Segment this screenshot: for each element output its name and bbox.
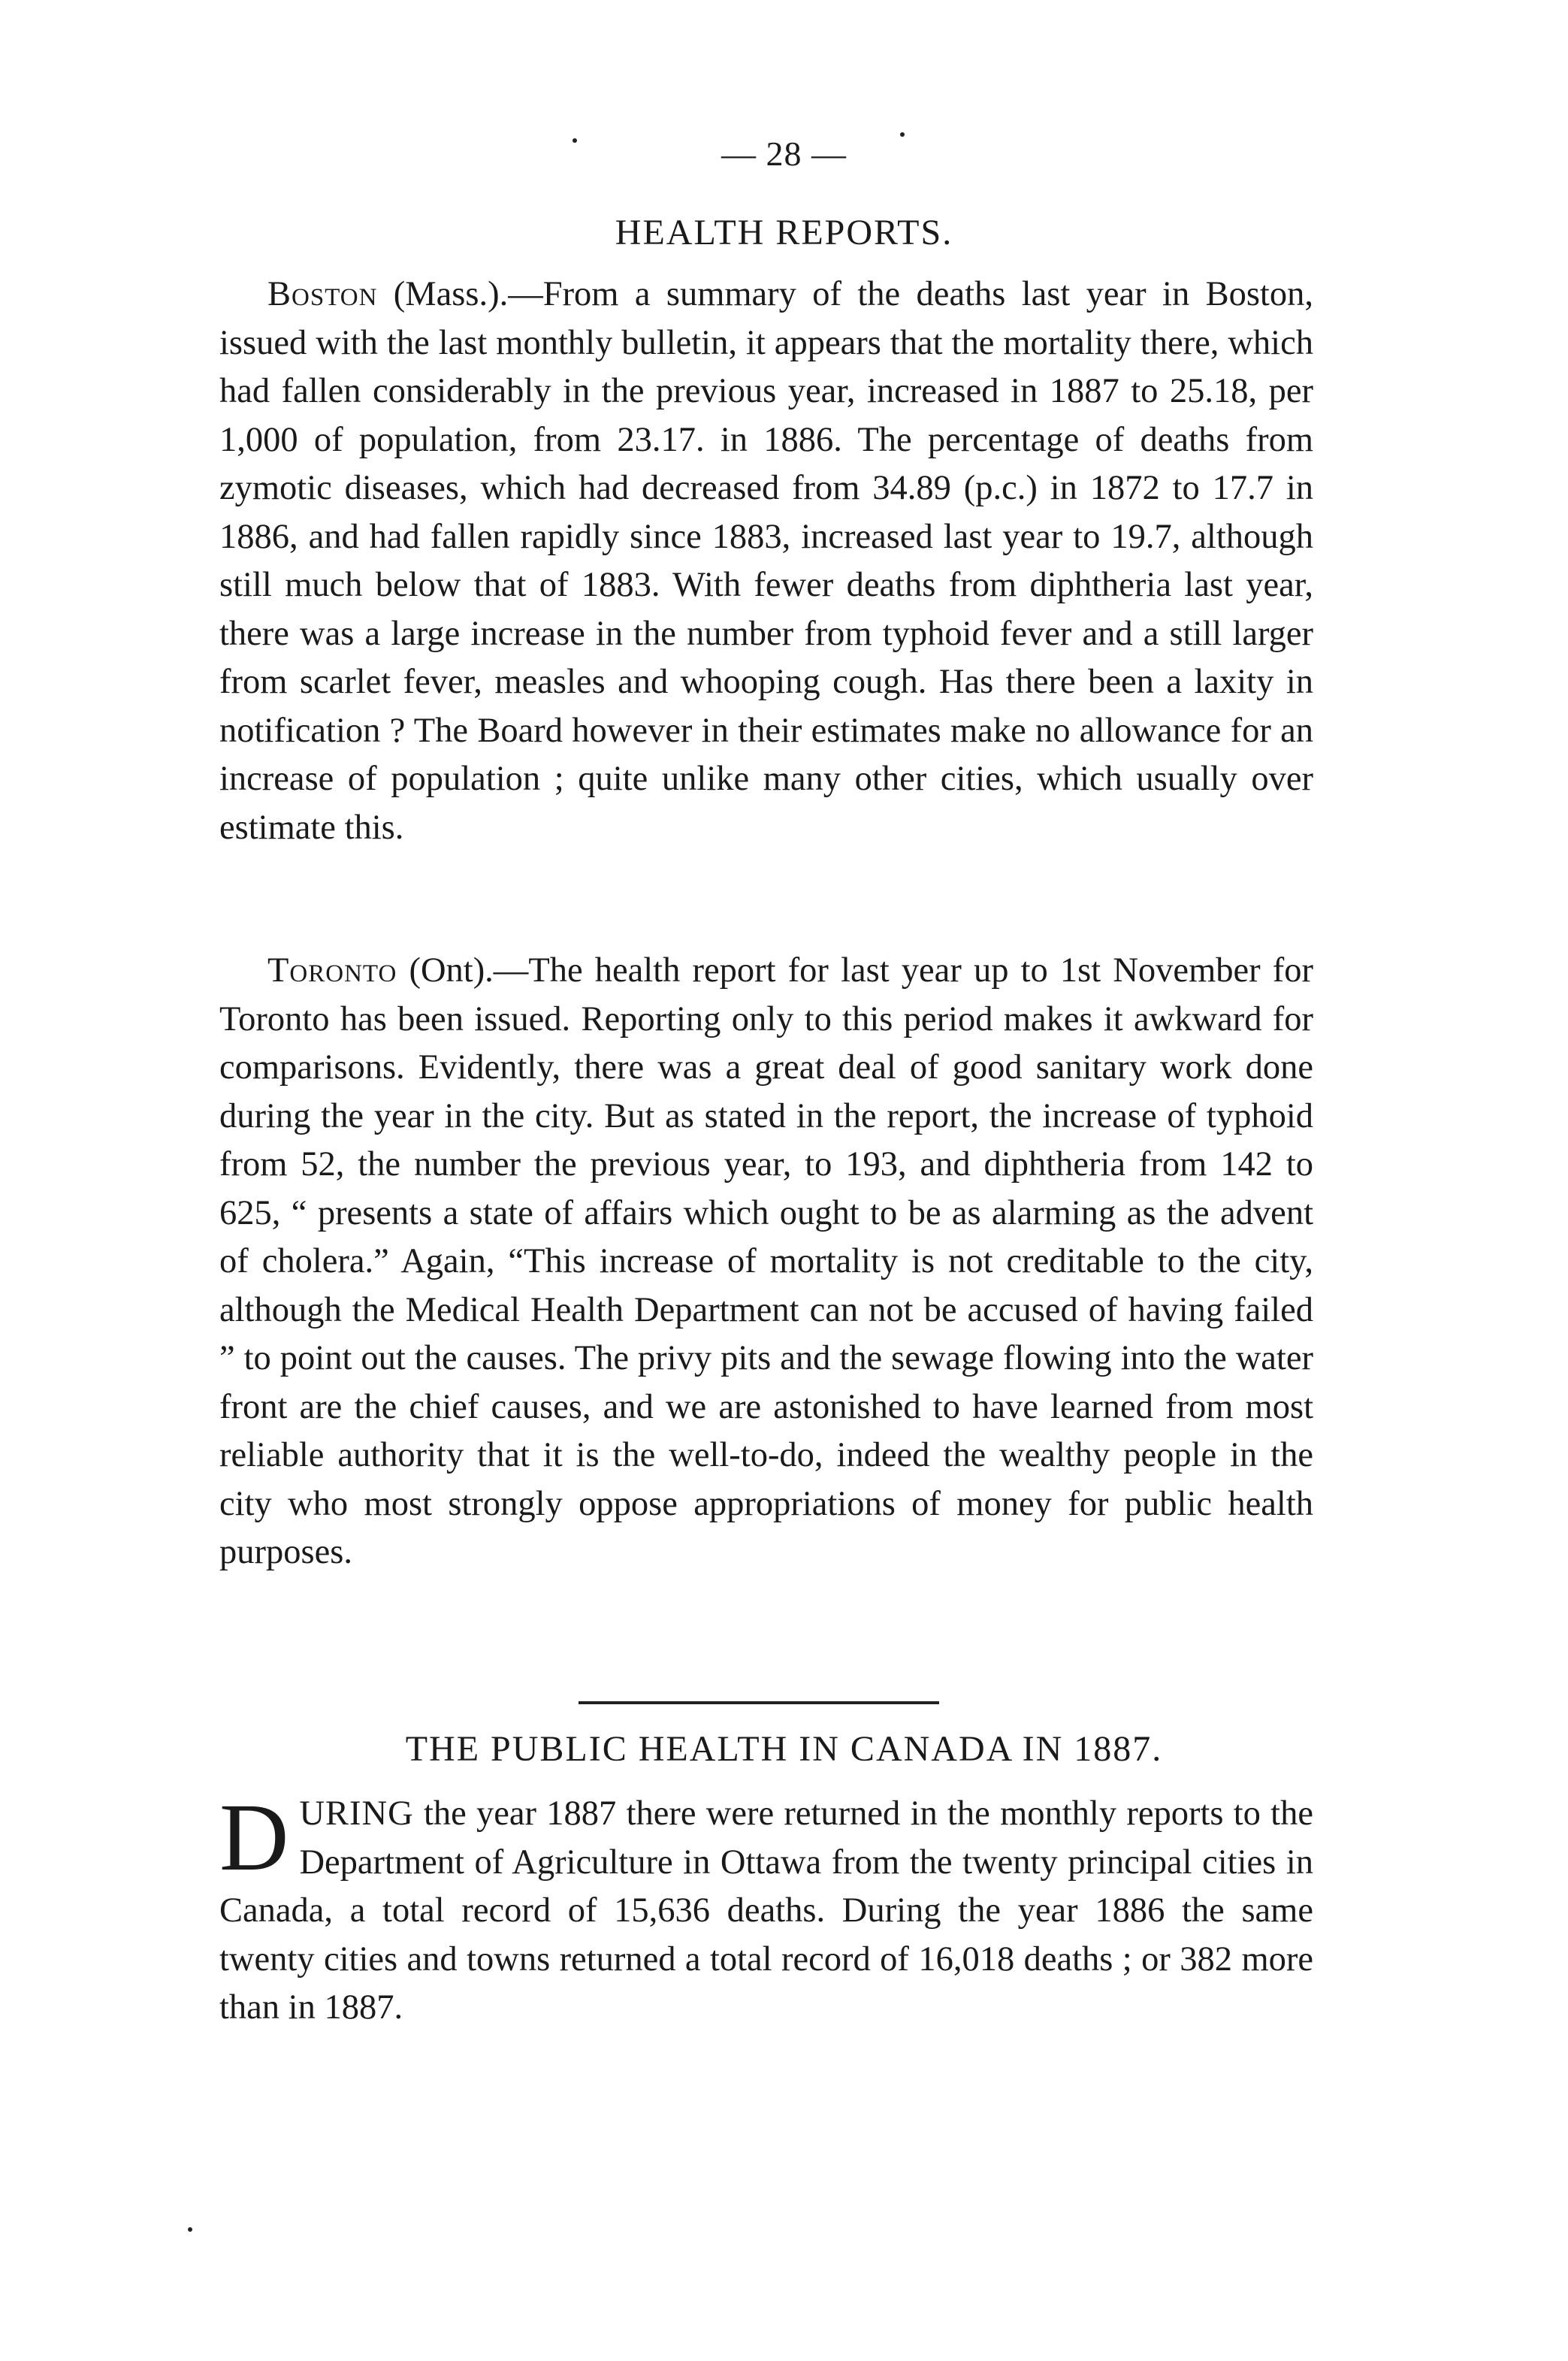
canada-title: THE PUBLIC HEALTH IN CANADA IN 1887. [405,1729,1163,1769]
canada-text: the year 1887 there were returned in the monthly reports to the Department of Agriculture in Ottawa from the twenty principal cities in Canada, a total record of 15,636 deaths. During the year 1886 the same twenty cities and towns returned a total record of 16,018 deaths ; or 382 more than in 1887. [219,1794,1313,2027]
toronto-lead: Toronto [267,951,397,990]
toronto-paragraph [219,947,1313,1577]
ink-speck [188,2227,192,2232]
toronto-lead-rest: (Ont).— [397,951,529,990]
canada-first-word: URING [299,1794,414,1833]
boston-paragraph [219,271,1313,852]
drop-cap: D [219,1784,289,1891]
canada-article [219,1784,1313,2033]
section-title: HEALTH REPORTS. [615,213,953,252]
boston-lead: Boston [267,275,378,313]
boston-text: From a summary of the deaths last year in Boston, issued with the last monthly bulletin, it appears that the mortality there, which had fallen considerably in the previous year, increased in 1887 to 25.18, per 1,000 of population, from 23.17. in 1886. The percentage of deaths from zymotic diseases, which had decreased from 34.89 (p.c.) in 1872 to 17.7 in 1886, and had fallen rapidly since 1883, increased last year to 19.7, although still much below that of 1883. With fewer deaths from diphtheria last year, there was a large increase in the number from typhoid fever and a still larger from scarlet fever, measles and whooping cough. Has there been a laxity in notification ? The Board however in their estimates make no allowance for an increase of population ; quite unlike many other cities, which usually over estimate this. [219,275,1313,847]
boston-report [219,271,1313,852]
boston-lead-rest: (Mass.).— [377,275,543,313]
canada-paragraph [219,1784,1313,2033]
toronto-report [219,947,1313,1577]
section-divider [579,1701,939,1704]
toronto-text: The health report for last year up to 1st November for Toronto has been issued. Reporting only to this period makes it awkward for comparisons. Evidently, there was a great deal of good sanitary work done during the year in the city. But as stated in the report, the increase of typhoid from 52, the number the previous year, to 193, and diphtheria from 142 to 625, “ presents a state of affairs which ought to be as alarming as the advent of cholera.” Again, “This increase of mortality is not creditable to the city, although the Medical Health Department can not be accused of having failed ” to point out the causes. The privy pits and the sewage flowing into the water front are the chief causes, and we are astonished to have learned from most reliable authority that it is the well-to-do, indeed the wealthy people in the city who most strongly oppose appropriations of money for public health purposes. [219,951,1313,1571]
page-number: — 28 — [721,135,847,173]
